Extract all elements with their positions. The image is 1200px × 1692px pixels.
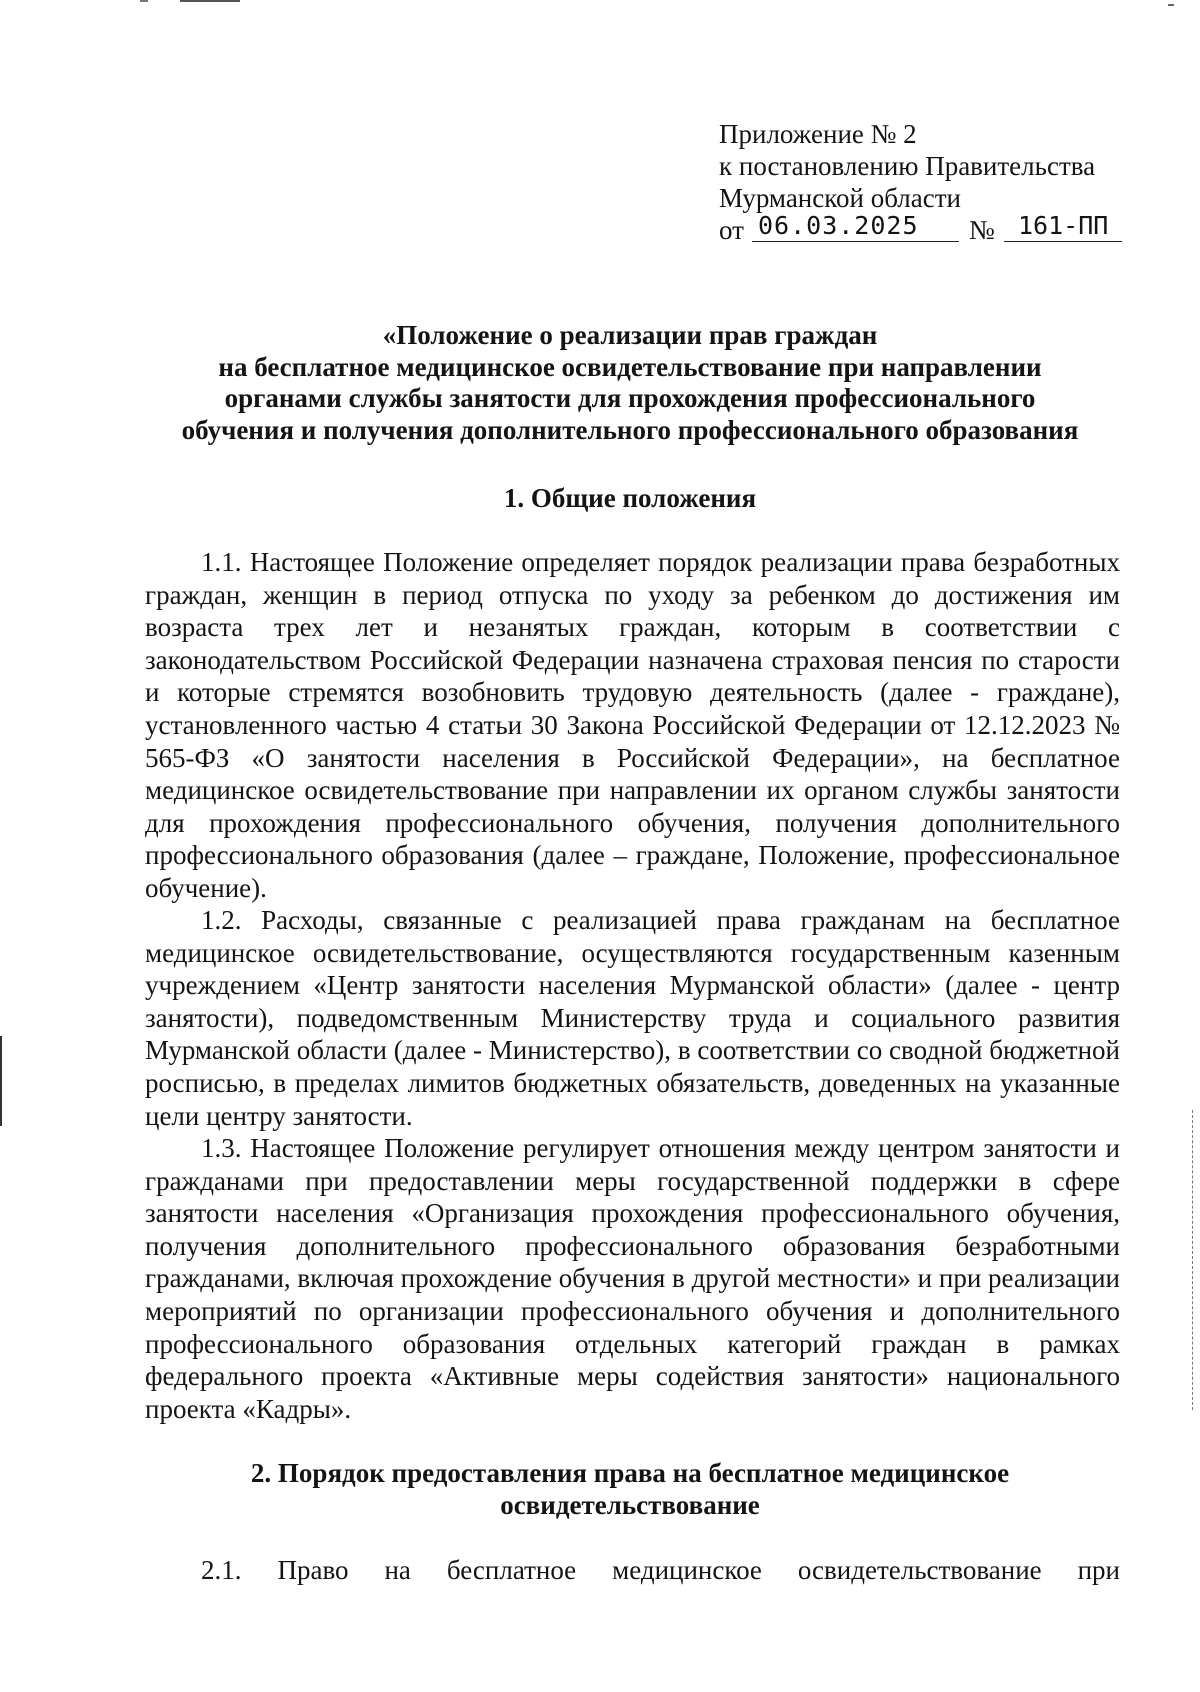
title-line: органами службы занятости для прохождения профессионального [224, 383, 1036, 413]
section-2-heading-line: освидетельствование [500, 1489, 760, 1520]
title-line: на бесплатное медицинское освидетельствование при направлении [218, 351, 1042, 382]
paragraph-1-1: 1.1. Настоящее Положение определяет порядок реализации права безработных граждан, женщин в период отпуска по уходу за ребенком до достижения им возраста трех лет и незанятых граждан, которым в соответствии с законодательством Российской Федерации назначена страховая пенсия по старости и которые стремятся возобновить трудовую деятельность (далее - граждане), установленного частью 4 статьи 30 Закона Российской Федерации от 12.12.2023 № 565-ФЗ «О занятости населения в Российской Федерации», на бесплатное медицинское освидетельствование при направлении их органом службы занятости для прохождения профессионального обучения, получения дополнительного профессионального образования (далее – граждане, Положение, профессиональное обучение). [145, 547, 1120, 903]
document-number: 161-ПП [1004, 210, 1122, 242]
scan-artifact [180, 0, 240, 2]
number-prefix: № [969, 215, 995, 245]
scan-artifact [1192, 1110, 1194, 1410]
approval-resolution-line: к постановлению Правительства [719, 151, 1096, 181]
date-prefix: от [719, 215, 744, 245]
section-2-heading [145, 1458, 1115, 1521]
scan-artifact [140, 0, 148, 2]
section-2-heading-line: 2. Порядок предоставления права на бесплатное медицинское [250, 1458, 1010, 1488]
title-line: «Положение о реализации прав граждан [382, 320, 878, 350]
paragraph-1-2: 1.2. Расходы, связанные с реализацией права гражданам на бесплатное медицинское освидетельствование, осуществляются государственным казенным учреждением «Центр занятости населения Мурманской области» (далее - центр занятости), подведомственным Министерству труда и социального развития Мурманской области (далее - Министерство), в соответствии со сводной бюджетной росписью, в пределах лимитов бюджетных обязательств, доведенных на указанные цели центру занятости. [145, 905, 1120, 1131]
document-date: 06.03.2025 [752, 210, 959, 242]
paragraph-2-1: 2.1. Право на бесплатное медицинское освидетельствование при [201, 1555, 1120, 1585]
approval-block [719, 118, 1109, 250]
document-title [145, 320, 1115, 446]
approval-annex-number: Приложение № 2 [719, 119, 917, 149]
approval-reference-line [719, 211, 1109, 250]
scan-artifact [0, 1036, 2, 1126]
scan-artifact [1168, 4, 1174, 6]
section-1-heading: 1. Общие положения [503, 483, 757, 513]
paragraph-1-3: 1.3. Настоящее Положение регулирует отношения между центром занятости и гражданами при предоставлении меры государственной поддержки в сфере занятости населения «Организация прохождения профессионального обучения, получения дополнительного профессионального образования безработными гражданами, включая прохождение обучения в другой местности» и при реализации мероприятий по организации профессионального обучения и дополнительного профессионального образования отдельных категорий граждан в рамках федерального проекта «Активные меры содействия занятости» национального проекта «Кадры». [145, 1133, 1120, 1424]
title-line: обучения и получения дополнительного профессионального образования [181, 414, 1079, 445]
approval-region-line: Мурманской области [719, 183, 961, 213]
